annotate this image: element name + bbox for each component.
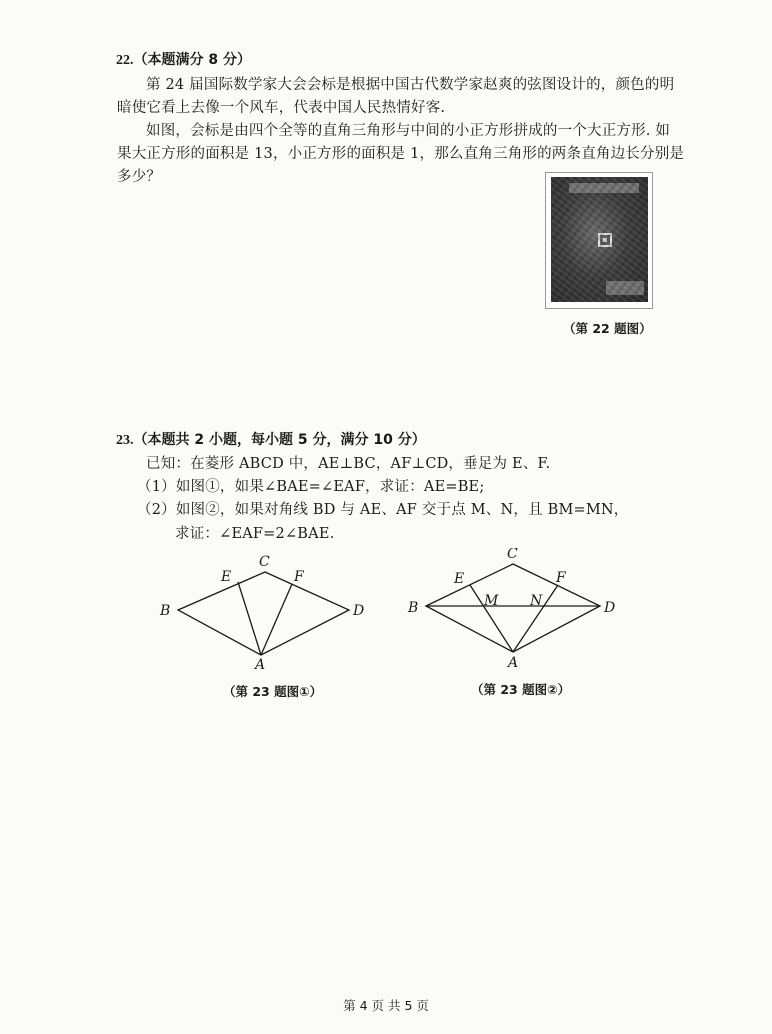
congress-logo-photo: [545, 172, 653, 309]
label-b-2: B: [408, 600, 419, 616]
label-c-1: C: [259, 554, 270, 570]
q23-figures: [0, 548, 772, 748]
q22-figure-caption: （第 22 题图）: [563, 321, 652, 336]
q23-part2: （2）如图②，如果对角线 BD 与 AE、AF 交于点 M、N，且 BM=MN，: [137, 502, 629, 518]
label-b-1: B: [160, 603, 171, 619]
label-d-2: D: [604, 600, 616, 616]
figure-2-rhombus: [426, 564, 600, 652]
q23-number: 23.: [116, 433, 134, 448]
label-a-1: A: [255, 657, 266, 673]
label-f-1: F: [294, 569, 304, 585]
label-m-2: M: [484, 593, 499, 609]
q22-number: 22.: [116, 53, 134, 68]
label-d-1: D: [353, 603, 365, 619]
label-c-2: C: [507, 548, 518, 562]
label-n-2: N: [530, 593, 543, 609]
page-footer: 第 4 页 共 5 页: [343, 998, 429, 1013]
q23-score: （本题共 2 小题，每小题 5 分，满分 10 分）: [133, 432, 426, 448]
q23-header: [116, 429, 426, 449]
q23-part1: （1）如图①，如果∠BAE=∠EAF，求证：AE=BE;: [137, 479, 485, 495]
label-e-2: E: [454, 571, 465, 587]
label-e-1: E: [221, 569, 232, 585]
rhombus-abcd-2: [426, 564, 600, 652]
label-a-2: A: [508, 655, 519, 671]
label-f-2: F: [556, 570, 566, 586]
q22-header: [116, 49, 251, 69]
q22-line4: 果大正方形的面积是 13，小正方形的面积是 1，那么直角三角形的两条直角边长分别是: [117, 146, 685, 162]
q23-figure2-caption: （第 23 题图②）: [471, 682, 571, 697]
rhombus-abcd-1: [178, 572, 349, 655]
q23-part2-conclusion: 求证：∠EAF=2∠BAE.: [175, 526, 335, 542]
q23-figure1-caption: （第 23 题图①）: [223, 684, 323, 699]
segment-af-1: [261, 584, 292, 655]
q22-line5: 多少？: [117, 169, 162, 185]
figure-1-rhombus: [178, 572, 349, 655]
q22-line1: 第 24 届国际数学家大会会标是根据中国古代数学家赵爽的弦图设计的，颜色的明: [146, 77, 675, 93]
q22-line2: 暗使它看上去像一个风车，代表中国人民热情好客.: [117, 100, 446, 116]
q22-line3: 如图，会标是由四个全等的直角三角形与中间的小正方形拼成的一个大正方形. 如: [146, 123, 671, 139]
q23-given: 已知：在菱形 ABCD 中，AE⊥BC，AF⊥CD，垂足为 E、F.: [146, 456, 551, 472]
q22-score: （本题满分 8 分）: [133, 52, 251, 68]
